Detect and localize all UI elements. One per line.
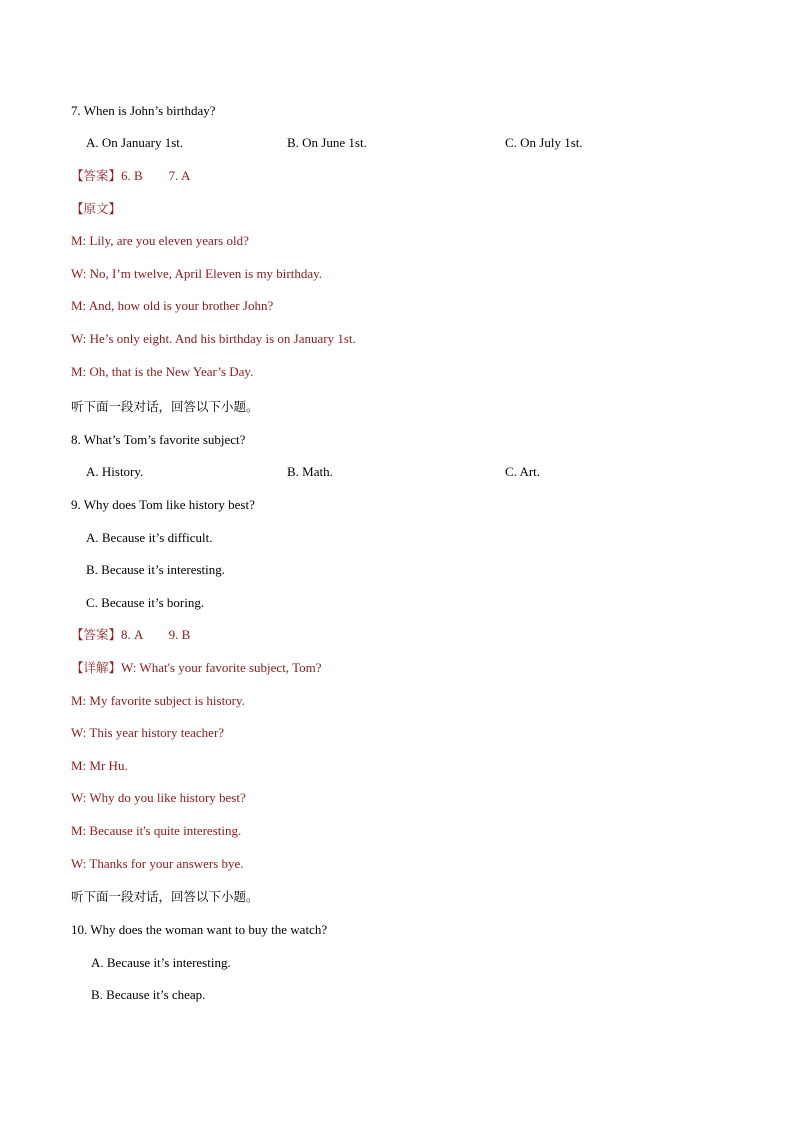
- original-text-heading: [71, 201, 121, 217]
- answer-tag: 【答案】: [71, 627, 122, 642]
- answer-line-2: [71, 627, 190, 643]
- q8-option-b: B. Math.: [287, 464, 333, 479]
- answer-tag: 【答案】: [71, 168, 122, 183]
- q7-option-a: A. On January 1st.: [86, 135, 184, 150]
- transcript2-line: M: My favorite subject is history.: [71, 693, 245, 708]
- q9-option-a: A. Because it’s difficult.: [86, 530, 213, 545]
- q9-option-c: C. Because it’s boring.: [86, 595, 205, 610]
- answer-text: 8. A 9. B: [121, 627, 191, 642]
- transcript1-line: W: No, I’m twelve, April Eleven is my birthday.: [71, 266, 323, 281]
- question-9: 9. Why does Tom like history best?: [71, 497, 255, 512]
- question-10: 10. Why does the woman want to buy the watch?: [71, 922, 328, 937]
- q8-option-a: A. History.: [86, 464, 144, 479]
- detail-tag: 【详解】: [71, 660, 122, 675]
- transcript2-line: W: This year history teacher?: [71, 725, 225, 740]
- q9-option-b: B. Because it’s interesting.: [86, 562, 226, 577]
- detail-line: [71, 660, 322, 676]
- q7-option-b: B. On June 1st.: [287, 135, 367, 150]
- question-8: 8. What’s Tom’s favorite subject?: [71, 432, 246, 447]
- transcript2-line: W: Why do you like history best?: [71, 790, 246, 805]
- answer-line-1: [71, 168, 190, 184]
- transcript2-line: M: Mr Hu.: [71, 758, 128, 773]
- answer-text: 6. B 7. A: [121, 168, 191, 183]
- listening-instruction: 听下面一段对话，回答以下小题。: [71, 399, 259, 414]
- question-7: 7. When is John’s birthday?: [71, 103, 216, 118]
- original-tag: 【原文】: [71, 201, 122, 216]
- transcript1-line: M: Lily, are you eleven years old?: [71, 233, 249, 248]
- detail-text: W: What's your favorite subject, Tom?: [121, 660, 322, 675]
- q7-option-c: C. On July 1st.: [505, 135, 583, 150]
- transcript2-line: M: Because it's quite interesting.: [71, 823, 242, 838]
- transcript2-line: W: Thanks for your answers bye.: [71, 856, 244, 871]
- q10-option-a: A. Because it’s interesting.: [91, 955, 231, 970]
- transcript1-line: W: He’s only eight. And his birthday is on January 1st.: [71, 331, 356, 346]
- listening-instruction: 听下面一段对话，回答以下小题。: [71, 889, 259, 904]
- q10-option-b: B. Because it’s cheap.: [91, 987, 206, 1002]
- q8-option-c: C. Art.: [505, 464, 541, 479]
- transcript1-line: M: And, how old is your brother John?: [71, 298, 274, 313]
- transcript1-line: M: Oh, that is the New Year’s Day.: [71, 364, 254, 379]
